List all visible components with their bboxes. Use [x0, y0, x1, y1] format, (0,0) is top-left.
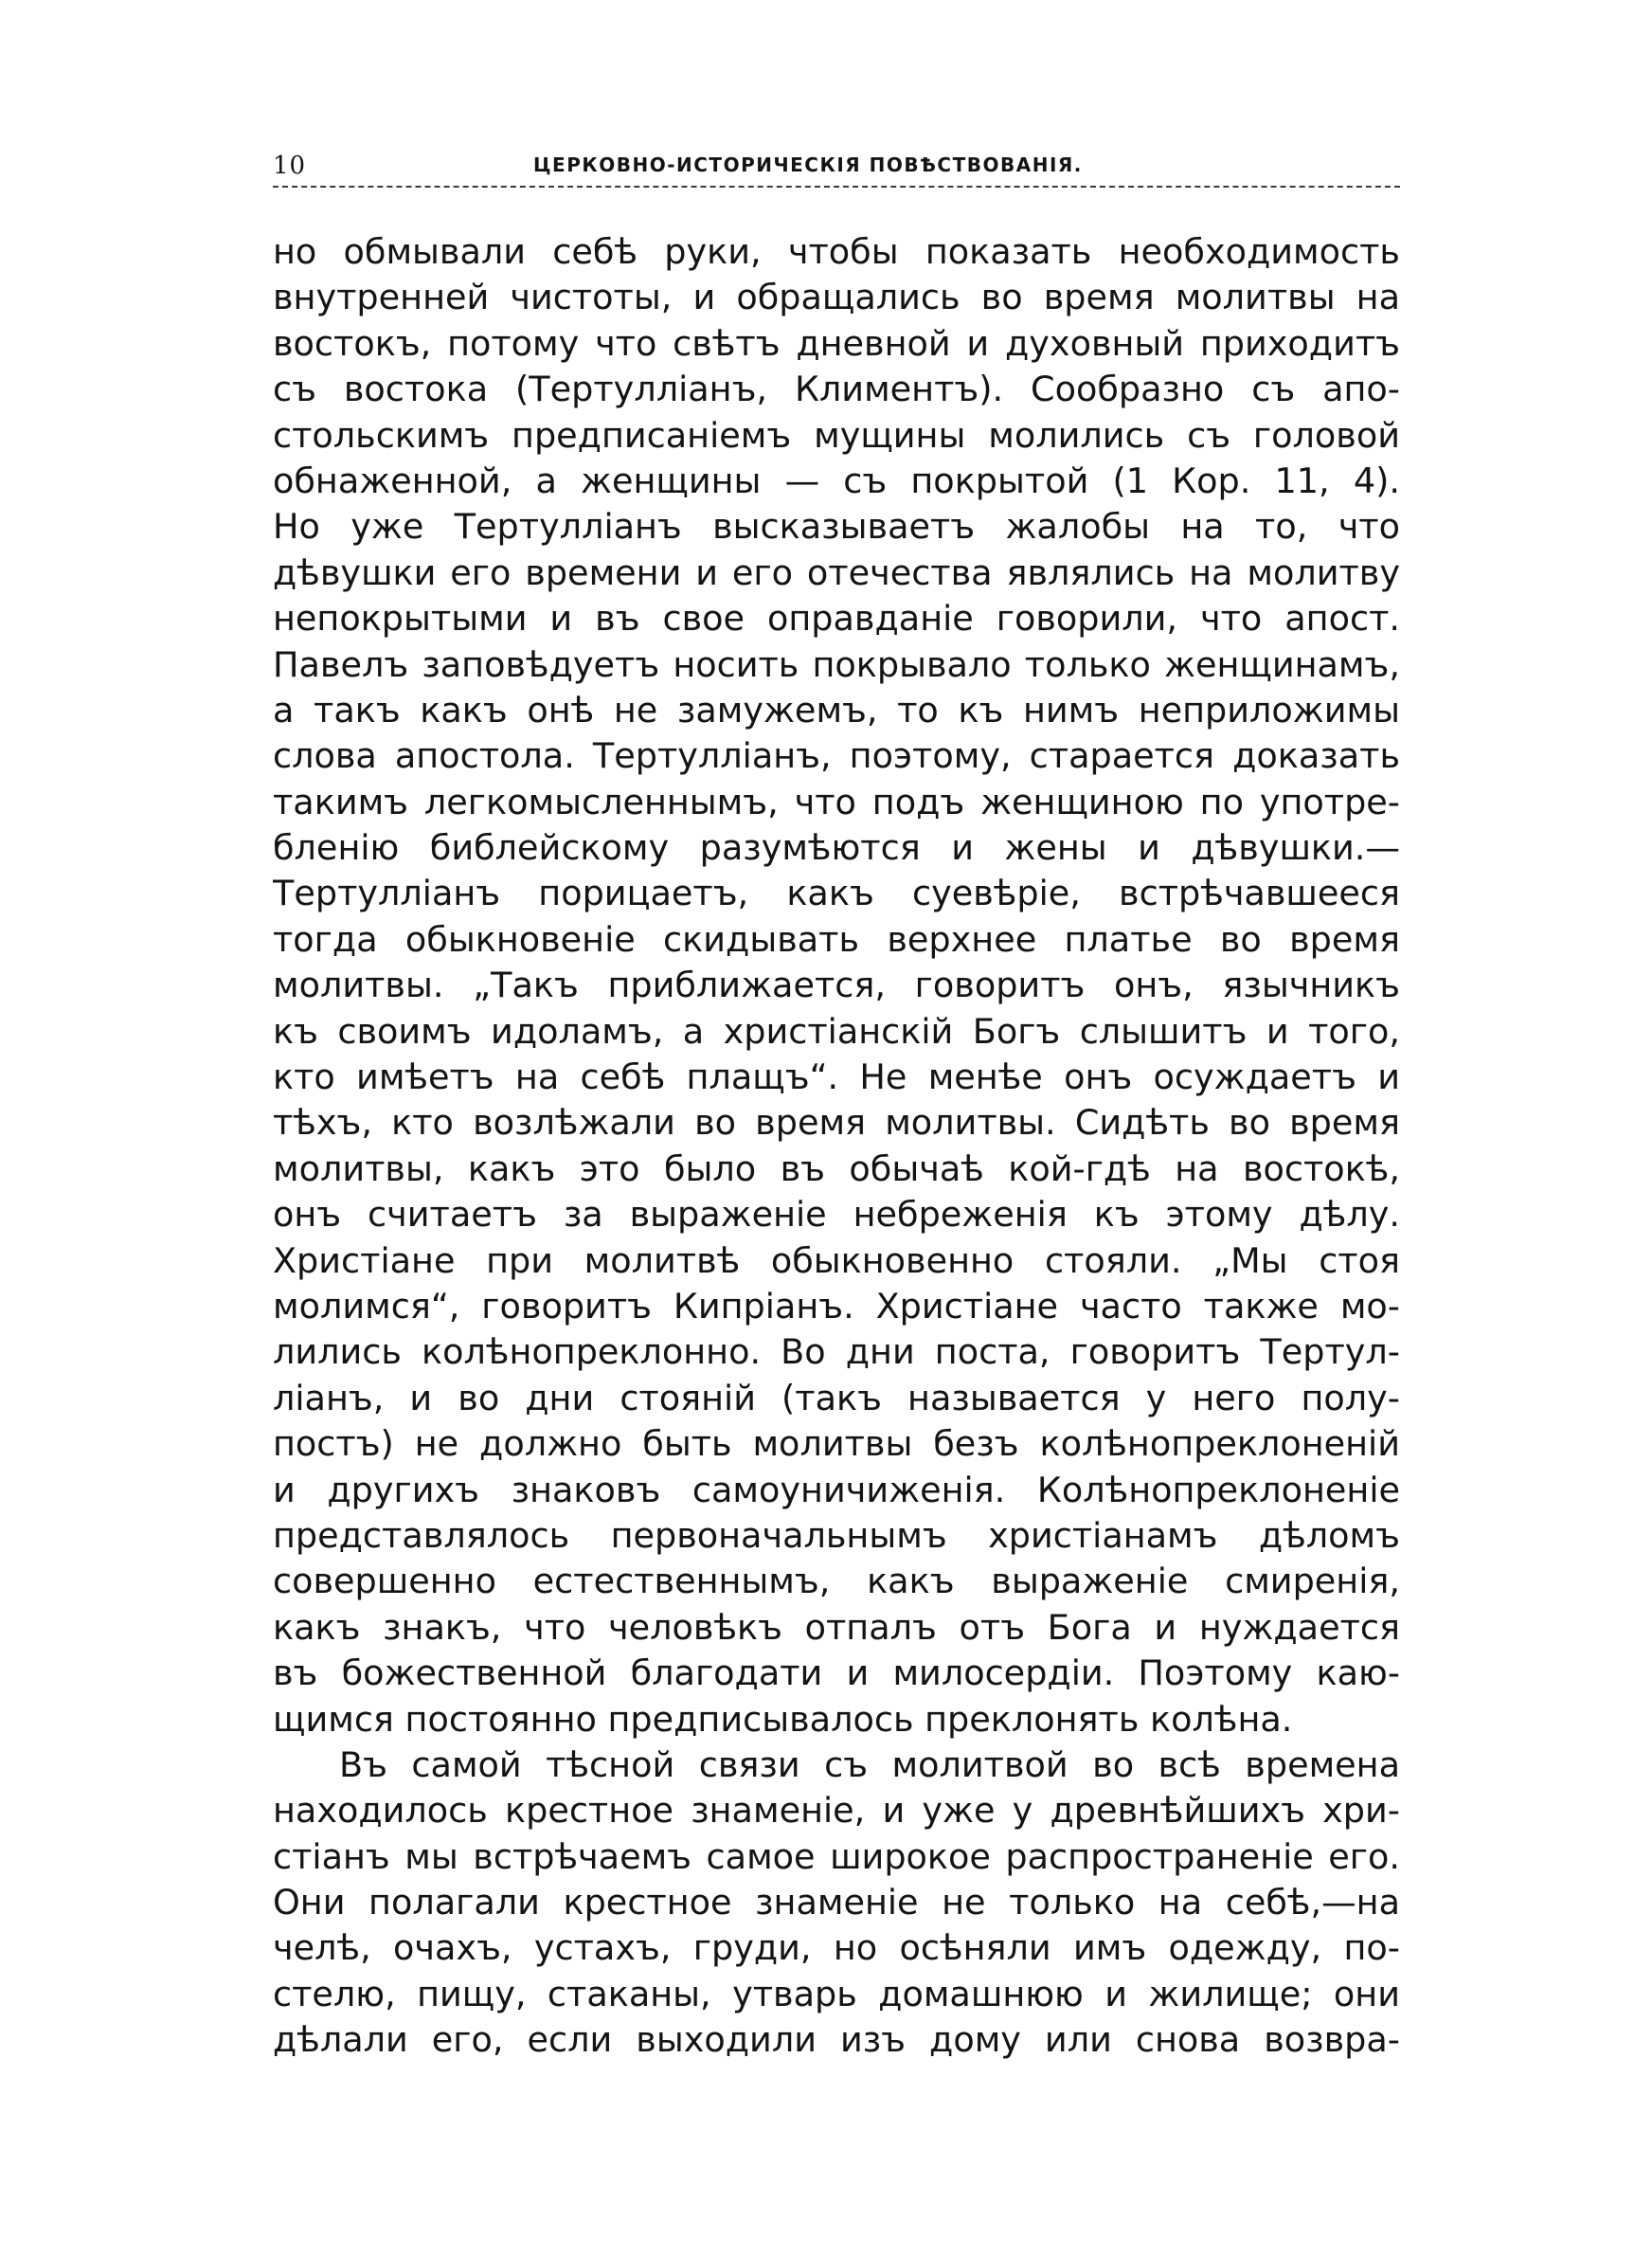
text-line: представлялось первоначальнымъ христіанамъ дѣломъ	[273, 1514, 1400, 1556]
text-line: молитвы, какъ это было въ обычаѣ кой-гдѣ на востокѣ,	[273, 1147, 1400, 1189]
text-line: съ востока (Тертулліанъ, Климентъ). Сообразно съ апо-	[273, 369, 1400, 410]
text-line: находилось крестное знаменіе, и уже у древнѣйшихъ хри-	[273, 1790, 1400, 1832]
text-line: молимся“, говоритъ Кипріанъ. Христіане часто также мо-	[273, 1285, 1400, 1327]
text-line: щимся постоянно предписывалось преклонять колѣна.	[273, 1698, 1293, 1740]
text-line: стелю, пищу, стаканы, утварь домашнюю и жилище; они	[273, 1973, 1400, 2014]
text-line: бленію библейскому разумѣются и жены и дѣвушки.—	[273, 827, 1400, 869]
paragraph	[273, 229, 1400, 1742]
text-line: челѣ, очахъ, устахъ, груди, но осѣняли имъ одежду, по-	[273, 1927, 1400, 1969]
running-title: ЦЕРКОВНО-ИСТОРИЧЕСКІЯ ПОВѢСТВОВАНІЯ.	[533, 153, 1083, 176]
text-line: стольскимъ предписаніемъ мущины молились съ головой	[273, 414, 1400, 456]
text-line: и другихъ знаковъ самоуничиженія. Колѣнопреклоненіе	[273, 1469, 1400, 1510]
text-line: молитвы. „Такъ приближается, говоритъ онъ, язычникъ	[273, 965, 1400, 1006]
text-line: обнаженной, а женщины — съ покрытой (1 Кор. 11, 4).	[273, 460, 1400, 501]
text-line: Въ самой тѣсной связи съ молитвой во всѣ времена	[339, 1743, 1400, 1785]
text-line: тогда обыкновеніе скидывать верхнее платье во время	[273, 918, 1400, 960]
text-line: Но уже Тертулліанъ высказываетъ жалобы на то, что	[273, 506, 1400, 548]
header-rule	[273, 186, 1400, 188]
text-line: слова апостола. Тертулліанъ, поэтому, старается доказать	[273, 735, 1400, 777]
running-head	[273, 142, 1400, 190]
text-line: Павелъ заповѣдуетъ носить покрывало только женщинамъ,	[273, 643, 1400, 685]
text-line: дѣвушки его времени и его отечества являлись на молитву	[273, 551, 1400, 593]
text-line: дѣлали его, если выходили изъ дому или снова возвра-	[273, 2019, 1400, 2061]
body-text	[273, 229, 1400, 2064]
text-line: въ божественной благодати и милосердіи. Поэтому каю-	[273, 1652, 1400, 1694]
paragraph	[273, 1742, 1400, 2064]
paragraphs	[273, 229, 1400, 2064]
text-line: онъ считаетъ за выраженіе небреженія къ этому дѣлу.	[273, 1194, 1400, 1236]
text-line: а такъ какъ онѣ не замужемъ, то къ нимъ неприложимы	[273, 689, 1400, 731]
text-line: совершенно естественнымъ, какъ выраженіе смиренія,	[273, 1561, 1400, 1602]
text-line: ліанъ, и во дни стояній (такъ называется у него полу-	[273, 1377, 1400, 1418]
text-line: къ своимъ идоламъ, а христіанскій Богъ слышитъ и того,	[273, 1010, 1400, 1052]
text-line: непокрытыми и въ свое оправданіе говорили, что апост.	[273, 598, 1400, 640]
text-line: постъ) не должно быть молитвы безъ колѣнопреклоненій	[273, 1423, 1400, 1465]
text-line: востокъ, потому что свѣтъ дневной и духовный приходитъ	[273, 322, 1400, 364]
text-line: Они полагали крестное знаменіе не только на себѣ,—на	[273, 1882, 1400, 1923]
text-line: Тертулліанъ порицаетъ, какъ суевѣріе, встрѣчавшееся	[273, 873, 1400, 914]
page-number: 10	[273, 152, 307, 180]
text-line: какъ знакъ, что человѣкъ отпалъ отъ Бога и нуждается	[273, 1606, 1400, 1648]
text-line: внутренней чистоты, и обращались во время молитвы на	[273, 277, 1400, 318]
text-line: лились колѣнопреклонно. Во дни поста, говоритъ Тертул-	[273, 1331, 1400, 1373]
text-line: кто имѣетъ на себѣ плащъ“. Не менѣе онъ осуждаетъ и	[273, 1056, 1400, 1098]
text-line: но обмывали себѣ руки, чтобы показать необходимость	[273, 231, 1400, 272]
text-line: тѣхъ, кто возлѣжали во время молитвы. Сидѣть во время	[273, 1102, 1400, 1144]
text-line: Христіане при молитвѣ обыкновенно стояли. „Мы стоя	[273, 1239, 1400, 1281]
text-line: такимъ легкомысленнымъ, что подъ женщиною по употре-	[273, 781, 1400, 822]
text-line: стіанъ мы встрѣчаемъ самое широкое распространеніе его.	[273, 1835, 1400, 1877]
